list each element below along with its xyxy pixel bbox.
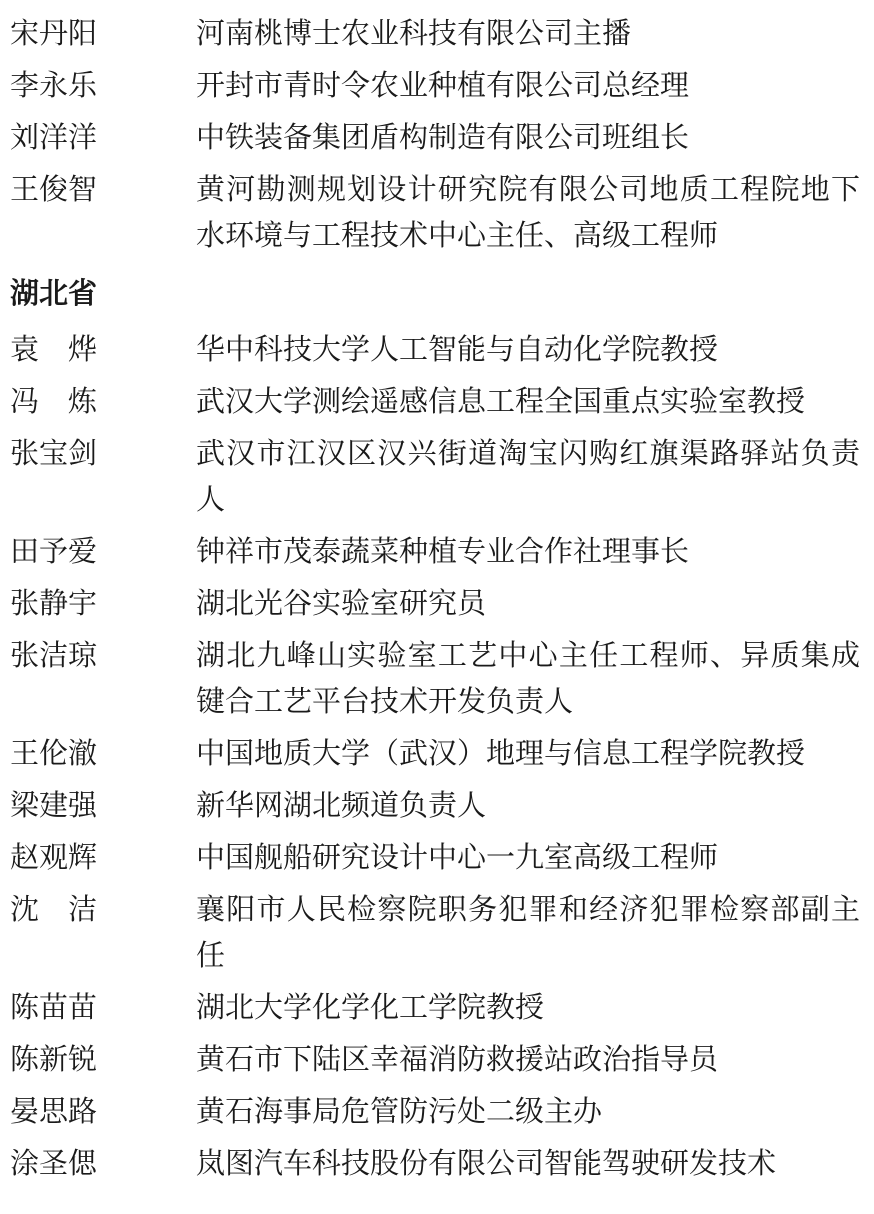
person-name: 涂圣偲 (10, 1146, 98, 1180)
person-name: 宋丹阳 (10, 16, 98, 50)
list-item (10, 166, 860, 258)
list-item (10, 782, 860, 828)
list-item (10, 580, 860, 626)
list-item (10, 10, 860, 56)
section-header: 湖北省 (10, 276, 98, 310)
person-name: 张宝剑 (10, 436, 98, 470)
person-name: 赵观辉 (10, 840, 98, 874)
person-title: 武汉市江汉区汉兴街道淘宝闪购红旗渠路驿站负责人 (196, 436, 860, 516)
section-continuation (10, 10, 860, 258)
person-name: 晏思路 (10, 1094, 98, 1128)
person-name: 陈新锐 (10, 1042, 98, 1076)
person-title: 湖北九峰山实验室工艺中心主任工程师、异质集成键合工艺平台技术开发负责人 (196, 638, 860, 718)
list-item (10, 632, 860, 724)
person-title: 中国舰船研究设计中心一九室高级工程师 (196, 840, 719, 874)
list-item (10, 886, 860, 978)
person-title: 新华网湖北频道负责人 (196, 788, 487, 822)
list-item (10, 326, 860, 372)
person-title: 黄石海事局危管防污处二级主办 (196, 1094, 603, 1128)
person-title: 岚图汽车科技股份有限公司智能驾驶研发技术 (196, 1146, 777, 1180)
person-title: 河南桃博士农业科技有限公司主播 (196, 16, 632, 50)
list-item (10, 730, 860, 776)
person-name: 梁建强 (10, 788, 98, 822)
person-name: 刘洋洋 (10, 120, 98, 154)
section-hubei (10, 270, 860, 1186)
person-name: 李永乐 (10, 68, 98, 102)
person-title: 湖北光谷实验室研究员 (196, 586, 487, 620)
person-name: 张洁琼 (10, 638, 98, 672)
list-item (10, 1088, 860, 1134)
person-name: 袁 烨 (10, 332, 98, 366)
list-item (10, 1036, 860, 1082)
list-item (10, 528, 860, 574)
person-title: 武汉大学测绘遥感信息工程全国重点实验室教授 (196, 384, 806, 418)
person-title: 湖北大学化学化工学院教授 (196, 990, 545, 1024)
list-item (10, 1140, 860, 1186)
person-title: 中国地质大学（武汉）地理与信息工程学院教授 (196, 736, 806, 770)
person-title: 中铁装备集团盾构制造有限公司班组长 (196, 120, 690, 154)
person-title: 开封市青时令农业种植有限公司总经理 (196, 68, 690, 102)
person-name: 王伦澈 (10, 736, 98, 770)
list-item (10, 114, 860, 160)
person-title: 黄石市下陆区幸福消防救援站政治指导员 (196, 1042, 719, 1076)
person-name: 张静宇 (10, 586, 98, 620)
person-name: 田予爱 (10, 534, 98, 568)
person-title: 黄河勘测规划设计研究院有限公司地质工程院地下水环境与工程技术中心主任、高级工程师 (196, 172, 860, 252)
person-title: 钟祥市茂泰蔬菜种植专业合作社理事长 (196, 534, 690, 568)
person-name: 冯 炼 (10, 384, 98, 418)
person-name: 王俊智 (10, 172, 98, 206)
person-title: 襄阳市人民检察院职务犯罪和经济犯罪检察部副主任 (196, 892, 860, 972)
list-item (10, 62, 860, 108)
person-name: 沈 洁 (10, 892, 98, 926)
list-item (10, 430, 860, 522)
list-item (10, 378, 860, 424)
list-item (10, 984, 860, 1030)
list-item (10, 834, 860, 880)
person-title: 华中科技大学人工智能与自动化学院教授 (196, 332, 719, 366)
person-name: 陈苗苗 (10, 990, 98, 1024)
